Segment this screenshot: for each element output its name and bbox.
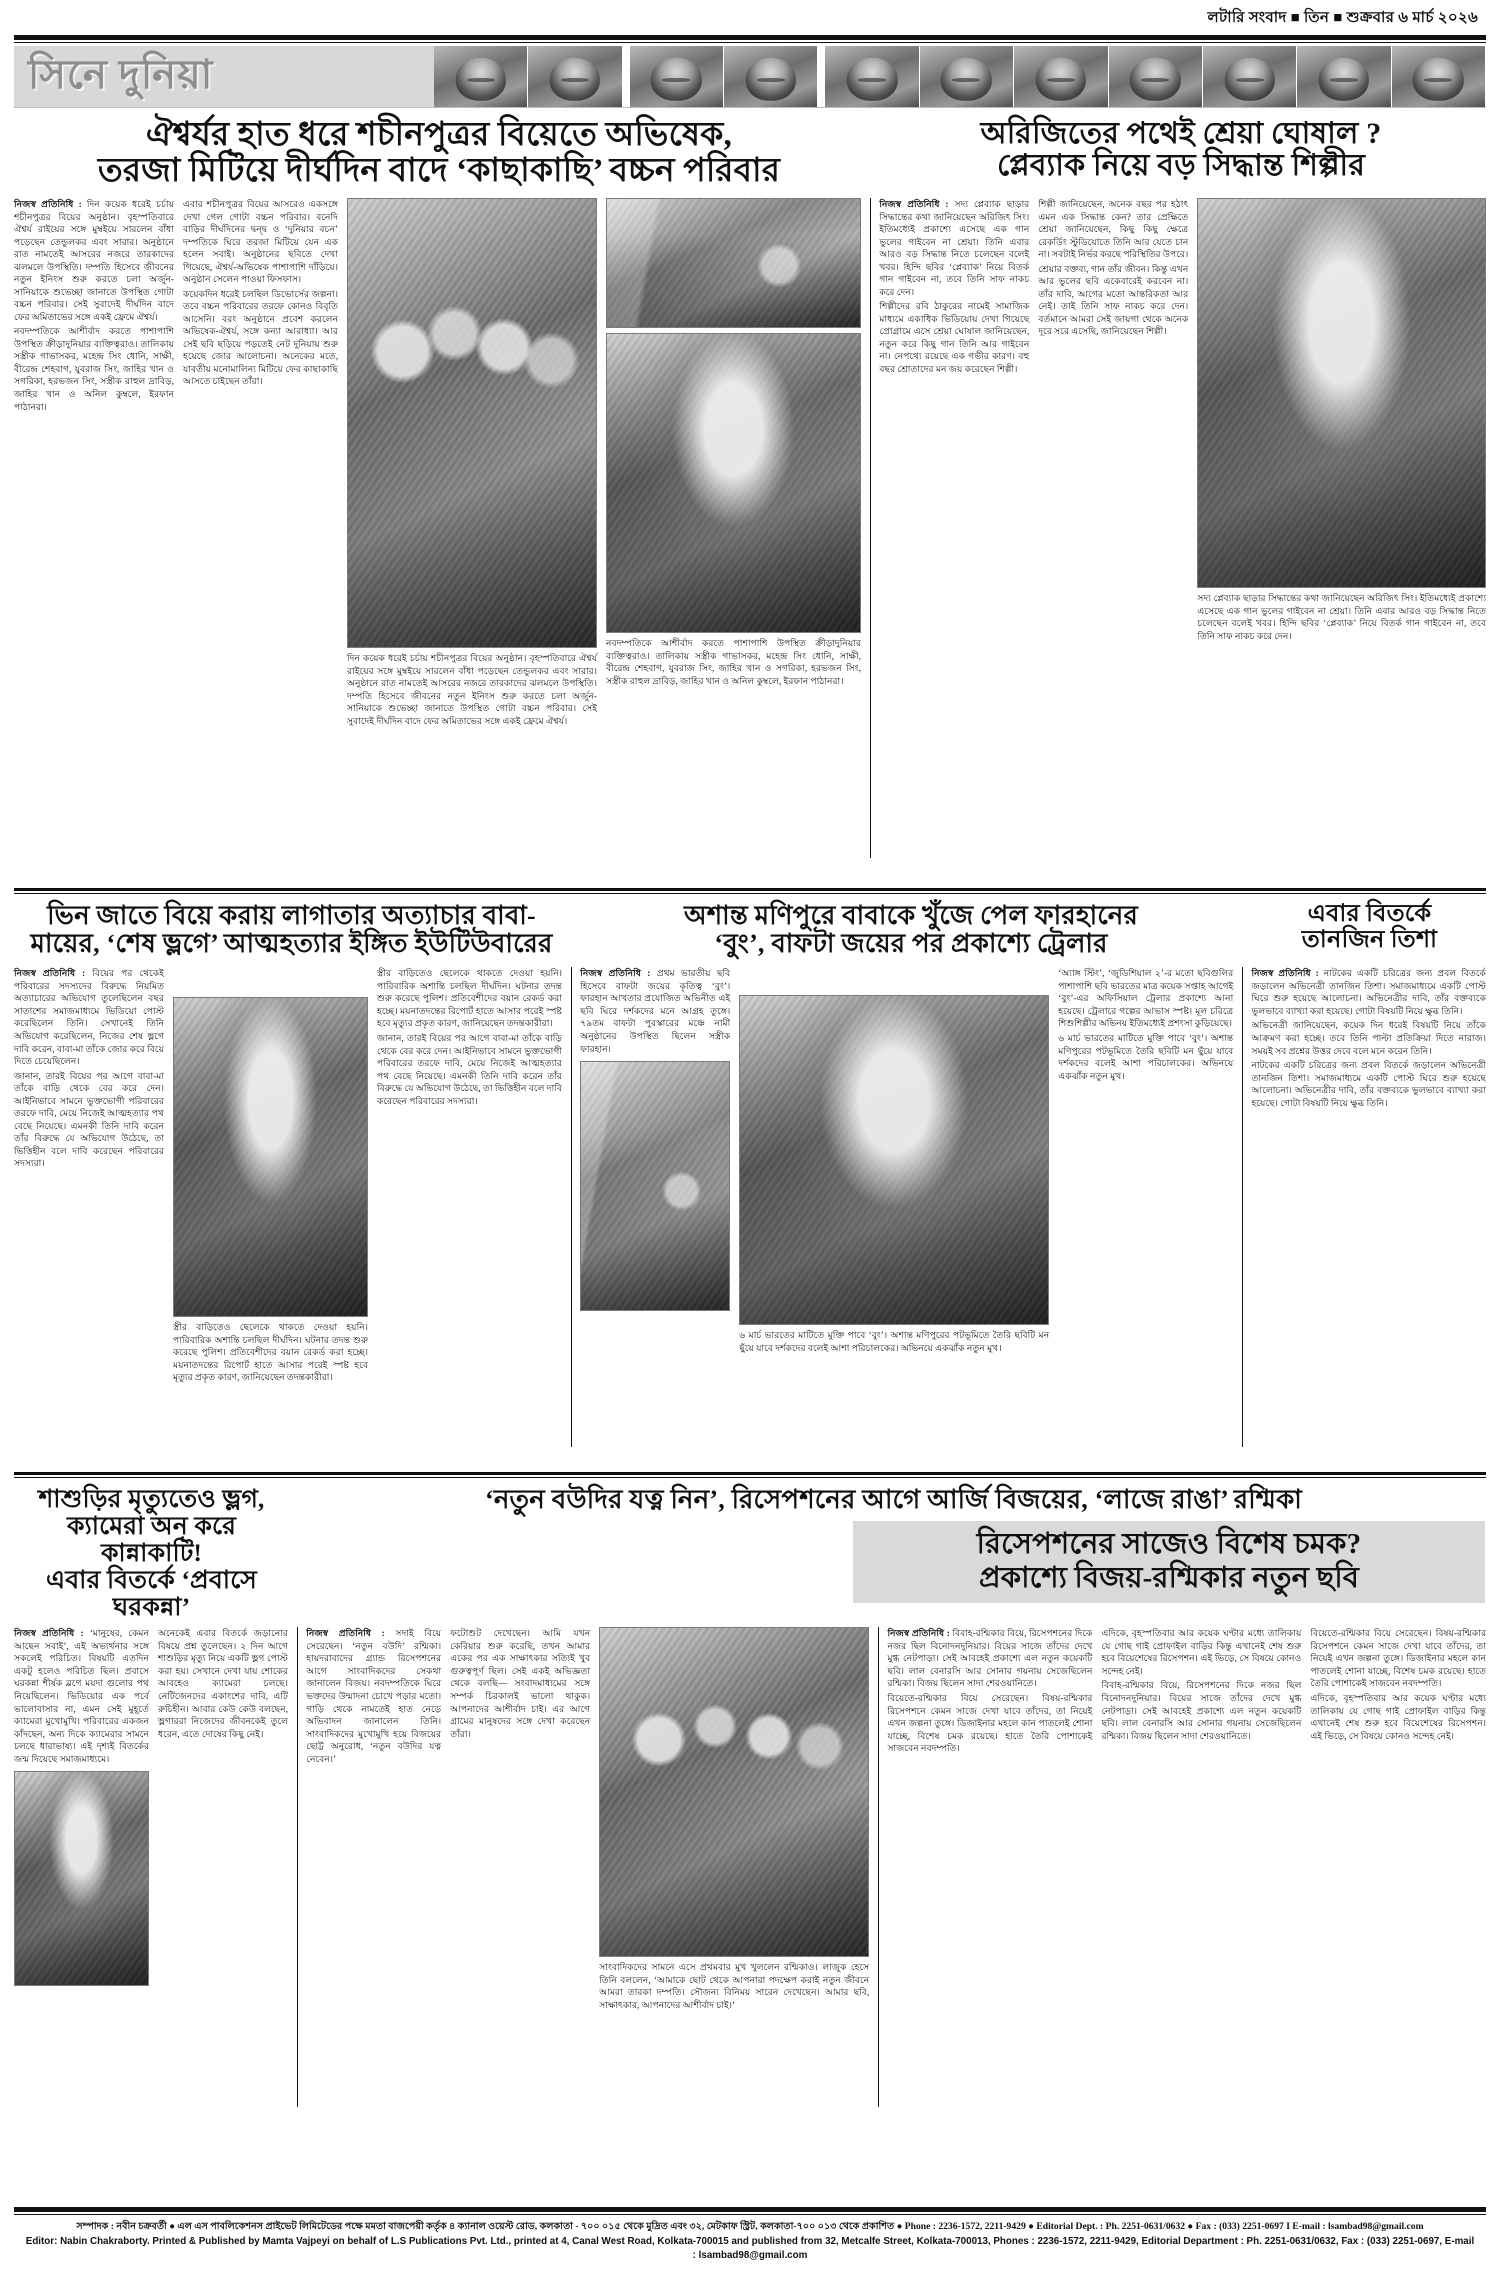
- photo-boong-field: [580, 1061, 730, 1311]
- mid-headline-row: [14, 902, 1486, 958]
- story-youtuber-photo-col: [173, 967, 368, 1386]
- headline-reception-shaded-line2: প্রকাশ্যে বিজয়-রশ্মিকার নতুন ছবি: [978, 1561, 1360, 1594]
- story-abhishek-photo-col-2: [606, 198, 861, 689]
- byline-shreya: নিজস্ব প্রতিনিধি :: [879, 199, 949, 210]
- celebrity-face-strip: [434, 46, 1486, 107]
- story-boong-col-1: [580, 967, 730, 1311]
- headline-youtuber-line1: ভিন জাতে বিয়ে করায় লাগাতার অত্যাচার বাবা-: [47, 901, 536, 931]
- story-vlog-text-1: ‘মানুষের, কেমন আছেন সবাই’, এই অভ্যর্থনার সঙ্গে সকলেই পরিচিত। বিষয়টি এতদিন একটু হলেও পরিচিত ছিল। প্রবাসে ঘরকন্না শীর্ষক ব্লগে ময়দা গুলোর পথ নিয়েছিলেন। ভিডিয়োর এক পর্বে ভালোবাসার না, এমন সেই মুহূর্তে ক্যামেরা মুখোমুখি। পরিবারের একজন কাঁদছেন, অন্য দিকে ক্যামেরার সামনে চলছে ধারাভাষ্য। এই দৃশ্যই বিতর্কের জন্ম দিয়েছে সমাজমাধ্যমে।: [14, 1628, 149, 1764]
- footer-rule-thick: [14, 2207, 1486, 2212]
- story-tisha-text-3: নাটকের একটি চরিত্রের জন্য প্রবল বিতর্কে জড়ালেন অভিনেত্রী তানজিন তিশা। সমাজমাধ্যমে একটি পোস্ট ঘিরে শুরু হয়েছে আলোচনা। অভিনেত্রীর দাবি, তাঁর বক্তব্যকে ভুলভাবে ব্যাখ্যা করা হয়েছে। গোটা বিষয়টি নিয়ে ক্ষুব্ধ তিনি।: [1251, 1060, 1486, 1108]
- story-reception-text-5: বিয়েতে-রশ্মিকার বিয়ে সেরেছেন। বিষয়-রশ্মিকার রিসেপশনে কেমন সাজে দেখা যাবে তাঁদের, তা নিয়েই এখন জল্পনা তুঙ্গে। ডিজাইনার মহলে কান পাতলেই শোনা যাচ্ছে, বিশেষ চমক রয়েছে। হাতে তৈরি পোশাকেই সাজবেন নবদম্পতি।: [1310, 1628, 1486, 1689]
- story-reception-text-3: এদিকে, বৃহস্পতিবার আর কয়েক ঘণ্টার মধ্যে তালিকায় যে গোছ গাই প্রোফাইল বাড়ির কিন্তু এখানেই শেষ শুরু হবে বিয়েশেষের রিসেপশন। এই ভিড়ে, সে বিষয়ে কোনও সন্দেহ নেই।: [1101, 1628, 1302, 1676]
- masthead-logo-text: সিনে দুনিয়া: [28, 52, 214, 97]
- top-rule-thick: [14, 35, 1486, 40]
- story-boong-text-3: ‘অ্যাঙ্গ স্টিং’, ‘জুডিশিয়াল ২’-র মতো ছবিগুলির পাশাপাশি ছবি ভারতের মাত্র কয়েক সপ্তাহ আগেই ‘বুং’-এর অফিসিয়াল ট্রেলার প্রকাশ্যে আনা হয়েছে। ট্রেলারে গল্পের আভাস স্পষ্ট। মূল চরিত্রে শিশুশিল্পীর অভিনয় ইতিমধ্যেই প্রশংসা কুড়িয়েছে।: [1058, 968, 1234, 1029]
- story-reception-col-1: [887, 1627, 1092, 1756]
- story-shreya-col-2: [1038, 198, 1188, 340]
- story-youtuber-col-1: [14, 967, 164, 1171]
- story-vijay-text-2: ফটোশুট দেখেছেন। আমি যখন কেরিয়ার শুরু করেছি, তখন আমার একের পর এক সাক্ষাৎকার সত্যিই খুব গুরুত্বপূর্ণ ছিল। সেই একই অভিজ্ঞতা থেকে বলছি— সংবাদমাধ্যমের সঙ্গে সম্পর্ক চিরকালই ভালো থাকুক। আপনাদের আশীর্বাদ চাই। এর আগে গ্রামের মানুষদের সঙ্গে দেখা করেছেন তাঁরা।: [450, 1628, 591, 1739]
- story-shreya-photo-col: [1197, 198, 1486, 644]
- story-vijay-text-3: সাংবাদিকদের সামনে এসে প্রথমবার মুখ খুললেন রশ্মিকাও। লাজুক হেসে তিনি বললেন, ‘আমাকে ছোট থেকে আপনারা পদক্ষেপ করাই নতুন জীবনে আমরা তারকা দম্পতি। সৌজন্য বিনিময় সারেন দেখেছেন। আমার ছবি, সাক্ষাৎকার, আপনাদের আশীর্বাদ চাই।’: [599, 1962, 870, 2010]
- celebrity-face-6: [920, 46, 1014, 107]
- headline-youtuber-line2: মায়ের, ‘শেষ ভ্লগে’ আত্মহত্যার ইঙ্গিত ইউটিউবারের: [30, 929, 553, 959]
- photo-vijay-rashmika: [599, 1627, 869, 1957]
- imprint-block: [14, 2215, 1486, 2266]
- celebrity-face-10: [1297, 46, 1391, 107]
- masthead-logo: [14, 46, 434, 107]
- headline-boong-manipur: [581, 902, 1241, 958]
- byline-youtuber: নিজস্ব প্রতিনিধি :: [14, 968, 86, 979]
- story-shreya-col-1: [879, 198, 1029, 377]
- story-reception-text-1: বিবাহ-রশ্মিকার বিয়ে, রিসেপশনের দিকে নজর ছিল বিনোদনদুনিয়ার। বিয়ের সাজে তাঁদের দেখে মুগ্ধ নেটপাড়া। সেই আবহেই প্রকাশ্যে এল নতুন কয়েকটি ছবি। লাল বেনারসি আর সোনার গয়নায় সেজেছিলেন রশ্মিকা। বিজয় ছিলেন সাদা শেরওয়ানিতে।: [887, 1628, 1093, 1689]
- story-abhishek-text-2: নবদম্পতিকে আশীর্বাদ করতে পাশাপাশি উপস্থিত ক্রীড়াদুনিয়ার ব্যক্তিত্বরাও। তালিকায় সস্ত্রীক গাভাসকর, মহেন্দ্র সিং ধোনি, সাক্ষী, বীরেন্দ্র শেহবাগ, যুবরাজ সিং, জাহির খান ও সগরিকা, হরভজন সিং, সস্ত্রীক রাহুল দ্রাবিড়, জাহির খান ও অনিল কুম্বলে, ইরফান পাঠানরা।: [14, 326, 174, 412]
- strip-gap-2: [818, 46, 825, 107]
- top-headline-row: [14, 118, 1486, 189]
- story-vlog-col-1: [14, 1627, 149, 1986]
- headline-youtuber: [14, 902, 569, 958]
- story-shreya-text-1: সদ্য প্লেব্যাক ছাড়ার সিদ্ধান্তের কথা জানিয়েছেন অরিজিৎ সিং। ইতিমধ্যেই প্রকাশ্যে এসেছে এক গান ভুলের গাইবেন না শ্রেয়া। তিনি এবার আরও বড় সিদ্ধান্ত নিতে চলেছেন বলেই খবর। হিন্দি ছবির ‘প্লেব্যাক’ নিয়ে বিতর্ক গান গাইবেন না, তবে তিনি সাফ নাকচ করে দেন।: [879, 199, 1030, 297]
- story-abhishek-text-4: কয়েকদিন ধরেই চলছিল ডিভোর্সের জল্পনা। তবে বচ্চন পরিবারের তরফে কোনও বিবৃতি আসেনি। বরং অনুষ্ঠানে প্রবেশ করলেন অভিষেক-ঐশ্বর্য, সঙ্গে কন্যা আরাধ্যা। আর সেই ছবি ছড়িয়ে পড়তেই নেট দুনিয়ায় শুরু হয়েছে জোর আলোচনা। অনেকের মতে, যাবতীয় মনোমালিন্য মিটিয়ে ফের কাছাকাছি আসতে চাইছেন তাঁরা।: [183, 288, 338, 387]
- byline-tisha: নিজস্ব প্রতিনিধি :: [1251, 968, 1319, 979]
- story-abhishek-text-5: দিন কয়েক ধরেই চর্চায় শচীনপুত্রর বিয়ের অনুষ্ঠান। বৃহস্পতিবারে ঐশ্বর্য রাইয়ের সঙ্গে মুম্বইয়ে সারলেন বাঁধা পড়েছেন তেন্ডুলকর এবং সারার। অনুষ্ঠানে রাত নামতেই আসরের নজরে তারকাদের ঝলমলে উপস্থিতি। দম্পতি হিসেবে জীবনের নতুন ইনিংস শুরু করতে চলা অর্জুন-সানিয়াকে শুভেচ্ছা জানাতে উপস্থিত গোটা বচ্চন পরিবার। সেই সুবাদেই দীর্ঘদিন বাদে ফের অমিতাভের সঙ্গে একই ফ্রেমে ঐশ্বর্য।: [347, 653, 597, 726]
- footer: [14, 2207, 1486, 2266]
- celebrity-face-2: [528, 46, 622, 107]
- headline-tanjin-tisha-line2: তানজিন তিশা: [1301, 927, 1438, 954]
- section-rule-1-thin: [14, 893, 1486, 894]
- story-youtuber-text-3: স্ত্রীর বাড়িতেও ছেলেকে থাকতে দেওয়া হয়নি। পারিবারিক অশান্তি চলছিল দীর্ঘদিন। ঘটনার তদন্ত শুরু করেছে পুলিশ। প্রতিবেশীদের বয়ান রেকর্ড করা হচ্ছে। ময়নাতদন্তের রিপোর্ট হাতে আসার পরেই স্পষ্ট হবে মৃত্যুর প্রকৃত কারণ, জানিয়েছেন তদন্তকারীরা।: [173, 1322, 368, 1383]
- story-tisha-col-1: [1252, 967, 1486, 1111]
- story-shreya-text-2: শিল্পীদের রবি ঠাকুরের নামেই সামাজিক মাধ্যমে একাধিক ভিডিয়োয় দেখা গিয়েছে প্রোগ্রামে এসে শ্রেয়া ঘোষাল জানিয়েছেন, নতুন করে কিছু গান তিনি আর গাইবেন না। নেপথ্যে রয়েছে এক গভীর কারণ। বহু বছর শ্রোতাদের মন জয় করেছেন শিল্পী।: [879, 301, 1030, 374]
- imprint-bengali: সম্পাদক : নবীন চক্রবর্তী ● এল এস পাবলিকেশনস প্রাইভেট লিমিটেডের পক্ষে মমতা বাজপেয়ী কর্তৃক ৪ ক্যানাল ওয়েস্ট রোড, কলকাতা - ৭০০ ০১৫ থেকে মুদ্রিত এবং ৩২, মেটকাফ স্ট্রিট, কলকাতা-৭০০ ০১৩ থেকে প্রকাশিত ● Phone : 2236-1572, 2211-9429 ● Editorial Dept. : Ph. 2251-0631/0632 ● Fax : (033) 2251-0697 I E-mail : lsambad98@gmail.com: [76, 2221, 1424, 2233]
- headline-boong-manipur-line2: ‘বুং’, বাফটা জয়ের পর প্রকাশ্যে ট্রেলার: [714, 929, 1108, 959]
- story-reception-col-2: [1101, 1627, 1301, 1744]
- headline-vijay-rashmika-text: ‘নতুন বউদির যত্ন নিন’, রিসেপশনের আগে আর্জি বিজয়ের, ‘লাজে রাঙা’ রশ্মিকা: [484, 1485, 1303, 1515]
- byline-vijay: নিজস্ব প্রতিনিধি :: [306, 1628, 385, 1639]
- story-boong-text-1: প্রথম ভারতীয় ছবি হিসেবে বাফটা জয়ের কৃতিত্ব ‘বুং’। ফারহান আখতার প্রযোজিত অভিনীত এই ছবি ঘিরে দর্শকদের মনে আগ্রহ তুঙ্গে। ৭৯তম বাফটা পুরস্কারের মঞ্চে নামী অনুষ্ঠানের উপস্থিত ছিলেন সস্ত্রীক ফারহান।: [580, 968, 731, 1054]
- story-reception-col-3: [1310, 1627, 1486, 1744]
- section-rule-1: [14, 888, 1486, 891]
- celebrity-face-3: [630, 46, 724, 107]
- headline-mother-in-law-vlog-line3: এবার বিতর্কে ‘প্রবাসে ঘরকন্না’: [46, 1567, 257, 1622]
- story-vijay-text-1: সদাই বিয়ে সেরেছেন। ‘নতুন বউদি’ রশ্মিকা। হায়দরাবাদের গ্র্যান্ড রিসেপশনের আগে সাংবাদিকদের সেকথা জানালেন বিজয়। নবদম্পতিকে ঘিরে ভক্তদের উন্মাদনা চোখে পড়ার মতো। গাড়ি থেকে নামতেই হাত নেড়ে অভিবাদন জানালেন তিনি। সাংবাদিকদের মুখোমুখি হয়ে বিজয়ের ছোট্ট অনুরোধ, ‘নতুন বউদির যত্ন নেবেন।’: [306, 1628, 442, 1764]
- photo-bachchan-family: [347, 198, 597, 648]
- celebrity-face-5: [825, 46, 919, 107]
- headline-abhishek-sachin-line1: ঐশ্বর্যর হাত ধরে শচীনপুত্রর বিয়েতে অভিষেক,: [146, 117, 732, 153]
- photo-youtuber: [173, 997, 368, 1317]
- story-youtuber-col-3: [377, 967, 562, 1109]
- story-reception-text-6: এদিকে, বৃহস্পতিবার আর কয়েক ঘণ্টার মধ্যে তালিকায় যে গোছ গাই প্রোফাইল বাড়ির কিন্তু এখানেই শেষ শুরু হবে বিয়েশেষের রিসেপশন। এই ভিড়ে, সে বিষয়ে কোনও সন্দেহ নেই।: [1310, 1692, 1486, 1741]
- story-abhishek-text-1: দিন কয়েক ধরেই চর্চায় শচীনপুত্রর বিয়ের অনুষ্ঠান। বৃহস্পতিবারে ঐশ্বর্য রাইয়ের সঙ্গে মুম্বইয়ে সারলেন বাঁধা পড়েছেন তেন্ডুলকর এবং সারার। অনুষ্ঠানে রাত নামতেই আসরের নজরে তারকাদের ঝলমলে উপস্থিতি। দম্পতি হিসেবে জীবনের নতুন ইনিংস শুরু করতে চলা অর্জুন-সানিয়াকে শুভেচ্ছা জানাতে উপস্থিত গোটা বচ্চন পরিবার। সেই সুবাদেই দীর্ঘদিন বাদে ফের অমিতাভের সঙ্গে একই ফ্রেমে ঐশ্বর্য।: [14, 199, 174, 322]
- story-boong-text-2: ৬ মার্চ ভারতের মাটিতে মুক্তি পাবে ‘বুং’। অশান্ত মণিপুরের পটভূমিতে তৈরি ছবিটি মন ছুঁয়ে যাবে দর্শকদের বলেই আশা পরিচালকের। অভিনয়ে একঝাঁক নতুন মুখ।: [739, 1330, 1050, 1353]
- dateline: লটারি সংবাদ ■ তিন ■ শুক্রবার ৬ মার্চ ২০২৬: [1207, 10, 1478, 26]
- story-shreya-text-3: শিল্পী জানিয়েছেন, অনেক বছর পর হঠাৎ এমন এক সিদ্ধান্ত কেন? তার প্রেক্ষিতে শ্রেয়া জানিয়েছেন, কিছু কিছু ক্ষেত্রে রেকর্ডিং স্টুডিয়োতে তিনি আর যেতে চান না। সবটাই নির্ভর করছে পরিস্থিতির উপরে।: [1038, 199, 1189, 260]
- story-boong-col-3: [1058, 967, 1233, 1084]
- photo-wedding-guests: [606, 198, 861, 328]
- story-abhishek-text-6: নবদম্পতিকে আশীর্বাদ করতে পাশাপাশি উপস্থিত ক্রীড়াদুনিয়ার ব্যক্তিত্বরাও। তালিকায় সস্ত্রীক গাভাসকর, মহেন্দ্র সিং ধোনি, সাক্ষী, বীরেন্দ্র শেহবাগ, যুবরাজ সিং, জাহির খান ও সগরিকা, হরভজন সিং, সস্ত্রীক রাহুল দ্রাবিড়, জাহির খান ও অনিল কুম্বলে, ইরফান পাঠানরা।: [606, 638, 861, 686]
- story-reception-text-2: বিয়েতে-রশ্মিকার বিয়ে সেরেছেন। বিষয়-রশ্মিকার রিসেপশনে কেমন সাজে দেখা যাবে তাঁদের, তা নিয়েই এখন জল্পনা তুঙ্গে। ডিজাইনার মহলে কান পাতলেই শোনা যাচ্ছে, বিশেষ চমক রয়েছে। হাতে তৈরি পোশাকেই সাজবেন নবদম্পতি।: [887, 1692, 1093, 1754]
- byline-vlog: নিজস্ব প্রতিনিধি :: [14, 1628, 84, 1639]
- byline-abhishek: নিজস্ব প্রতিনিধি :: [14, 199, 82, 210]
- celebrity-face-4: [724, 46, 818, 107]
- story-vlog-text-2: অনেকেই এবার বিতর্কে জড়ানোর বিষয়ে প্রশ্ন তুলেছেন। ২ দিন আগে শাশুড়ির মৃত্যু নিয়ে একটি ভ্লগ পোস্ট করা হয়। সেখানে দেখা যায় শোকের আবহেও ক্যামেরা চলছে। নেটিজেনদের একাংশের দাবি, এটি রুচিহীন। আবার কেউ কেউ বলছেন, ভ্লগাররা নিজেদের জীবনকেই তুলে ধরেন, এতে দোষের কিছু নেই।: [158, 1628, 288, 1739]
- headline-reception-shaded-line1: রিসেপশনের সাজেও বিশেষ চমক?: [976, 1528, 1362, 1561]
- headline-mother-in-law-vlog-line2: ক্যামেরা অন করে কান্নাকাটি!: [66, 1513, 237, 1568]
- bottom-headline-row: [14, 1486, 1486, 1621]
- story-abhishek-col-1: [14, 198, 174, 415]
- story-shreya-text-5: সদ্য প্লেব্যাক ছাড়ার সিদ্ধান্তের কথা জানিয়েছেন অরিজিৎ সিং। ইতিমধ্যেই প্রকাশ্যে এসেছে এক গান ভুলের গাইবেন না শ্রেয়া। তিনি এবার আরও বড় সিদ্ধান্ত নিতে চলেছেন বলেই খবর। হিন্দি ছবির ‘প্লেব্যাক’ নিয়ে বিতর্ক গান গাইবেন না, তবে তিনি সাফ নাকচ করে দেন।: [1197, 593, 1486, 641]
- story-boong-photo-col: [739, 967, 1049, 1356]
- byline-reception: নিজস্ব প্রতিনিধি :: [887, 1628, 950, 1639]
- headline-tanjin-tisha: [1253, 902, 1486, 958]
- story-youtuber-text-2: জানান, তারই বিয়ের পর আগে বাবা-মা তাঁকে বাড়ি থেকে বের করে দেন। আইনিভাবে সামনে ভুক্তভোগী পরিবারের তরফে দাবি, মেয়ে নিজেই আত্মহত্যার পথ বেছে নিয়েছে। এমনকী তিনি দাবি করেন তাঁর বিরুদ্ধে যে অভিযোগ উঠেছে, তা ভিত্তিহীন বলে দাবি করেছেন পরিবারের সদস্যরা।: [14, 1070, 164, 1169]
- headline-shreya-ghoshal-line1: অরিজিতের পথেই শ্রেয়া ঘোষাল ?: [980, 117, 1382, 150]
- celebrity-face-7: [1014, 46, 1108, 107]
- mid-section-columns: [14, 967, 1486, 1462]
- story-vijay-col-2: [450, 1627, 590, 1742]
- headline-shreya-ghoshal-line2: প্লেব্যাক নিয়ে বড় সিদ্ধান্ত শিল্পীর: [996, 149, 1366, 183]
- byline-boong: নিজস্ব প্রতিনিধি :: [580, 968, 651, 979]
- story-abhishek-photo-col: [347, 198, 597, 729]
- section-rule-2-thin: [14, 1477, 1486, 1478]
- imprint-english: Editor: Nabin Chakraborty. Printed & Published by Mamta Vajpeyi on behalf of L.S Publications Pvt. Ltd., printed at 4, Canal West Road, Kolkata-700015 and published from 32, Metcalfe Street, Kolkata-700013, Phones : 2236-1572, 2211-9429, Editorial Department : Ph. 2251-0631/0632, Fax : (033) 2251-0697, E-mail : lsambad98@gmail.com: [25, 2235, 1475, 2262]
- story-vijay-photo-col: [599, 1627, 869, 2013]
- celebrity-face-9: [1203, 46, 1297, 107]
- story-tisha-text-2: অভিনেত্রী জানিয়েছেন, কয়েক দিন ধরেই বিষয়টি নিয়ে তাঁকে আক্রমণ করা হচ্ছে। তবে তিনি পাল্টা প্রতিক্রিয়া দিতে নারাজ। সময়ই সব প্রশ্নের উত্তর দেবে বলে মনে করেন তিনি।: [1251, 1020, 1486, 1056]
- headline-vijay-rashmika: [301, 1486, 1486, 1603]
- top-section-columns: [14, 198, 1486, 878]
- story-tisha-text-1: নাটকের একটি চরিত্রের জন্য প্রবল বিতর্কে জড়ালেন অভিনেত্রী তানজিন তিশা। সমাজমাধ্যমে একটি পোস্ট ঘিরে শুরু হয়েছে আলোচনা। অভিনেত্রীর দাবি, তাঁর বক্তব্যকে ভুলভাবে ব্যাখ্যা করা হয়েছে। গোটা বিষয়টি নিয়ে ক্ষুব্ধ তিনি।: [1251, 968, 1486, 1016]
- celebrity-face-8: [1109, 46, 1203, 107]
- story-boong-text-4: ৬ মার্চ ভারতের মাটিতে মুক্তি পাবে ‘বুং’। অশান্ত মণিপুরের পটভূমিতে তৈরি ছবিটি মন ছুঁয়ে যাবে দর্শকদের বলেই আশা পরিচালকের। অভিনয়ে একঝাঁক নতুন মুখ।: [1058, 1032, 1234, 1081]
- top-rule-thin: [14, 42, 1486, 43]
- headline-reception-shaded: [853, 1521, 1485, 1603]
- photo-aishwarya-abhishek: [606, 333, 861, 633]
- headline-mother-in-law-vlog-line1: শাশুড়ির মৃত্যুতেও ভ্লগ,: [38, 1486, 265, 1514]
- story-youtuber-text-1: বিয়ের পর থেকেই পরিবারের সদস্যদের বিরুদ্ধে নিয়মিত অত্যাচারের অভিযোগ তুলেছিলেন বছর সাতাশের সমাজমাধ্যমে ভিডিয়ো পোস্ট করেছিলেন তিনি। সেখানেই তিনি অভিযোগ করেছিলেন, নিজের শেষ ভ্লগে দাবি করেন, বাবা-মা তাঁকে জোর করে বিয়ে দিতে চেয়েছিলেন।: [14, 968, 164, 1067]
- photo-boong-boy: [739, 995, 1049, 1325]
- strip-gap-1: [623, 46, 630, 107]
- story-vijay-col-1: [306, 1627, 441, 1767]
- story-youtuber-text-4: স্ত্রীর বাড়িতেও ছেলেকে থাকতে দেওয়া হয়নি। পারিবারিক অশান্তি চলছিল দীর্ঘদিন। ঘটনার তদন্ত শুরু করেছে পুলিশ। প্রতিবেশীদের বয়ান রেকর্ড করা হচ্ছে। ময়নাতদন্তের রিপোর্ট হাতে আসার পরেই স্পষ্ট হবে মৃত্যুর প্রকৃত কারণ, জানিয়েছেন তদন্তকারীরা।: [377, 968, 562, 1029]
- story-youtuber-text-5: জানান, তারই বিয়ের পর আগে বাবা-মা তাঁকে বাড়ি থেকে বের করে দেন। আইনিভাবে সামনে ভুক্তভোগী পরিবারের তরফে দাবি, মেয়ে নিজেই আত্মহত্যার পথ বেছে নিয়েছে। এমনকী তিনি দাবি করেন তাঁর বিরুদ্ধে যে অভিযোগ উঠেছে, তা ভিত্তিহীন বলে দাবি করেছেন পরিবারের সদস্যরা।: [377, 1032, 562, 1106]
- story-shreya-text-4: শ্রেয়ার বক্তব্য, গান তাঁর জীবন। কিন্তু এখন আর ভুলের ছবি একেবারেই করবেন না। তাঁর দাবি, আগের মতো আন্তরিকতা আর নেই। তাই তিনি সাফ নাকচ করে দেন। বর্তমানে আমরা সেই জায়গা থেকে অনেক দূরে সরে এসেছি, জানিয়েছেন শিল্পী।: [1038, 263, 1189, 337]
- celebrity-face-1: [434, 46, 528, 107]
- photo-vlogger-woman: [14, 1771, 149, 1986]
- headline-tanjin-tisha-line1: এবার বিতর্কে: [1307, 901, 1432, 928]
- headline-abhishek-sachin: [14, 118, 864, 189]
- headline-boong-manipur-line1: অশান্ত মণিপুরে বাবাকে খুঁজে পেল ফারহানের: [684, 901, 1138, 931]
- story-vlog-col-2: [158, 1627, 288, 1742]
- headline-shreya-ghoshal: [876, 118, 1486, 189]
- story-abhishek-col-2: [183, 198, 338, 390]
- masthead-banner: [14, 46, 1486, 108]
- story-reception-text-4: বিবাহ-রশ্মিকার বিয়ে, রিসেপশনের দিকে নজর ছিল বিনোদনদুনিয়ার। বিয়ের সাজে তাঁদের দেখে মুগ্ধ নেটপাড়া। সেই আবহেই প্রকাশ্যে এল নতুন কয়েকটি ছবি। লাল বেনারসি আর সোনার গয়নায় সেজেছিলেন রশ্মিকা। বিজয় ছিলেন সাদা শেরওয়ানিতে।: [1101, 1680, 1302, 1741]
- headline-abhishek-sachin-line2: তরজা মিটিয়ে দীর্ঘদিন বাদে ‘কাছাকাছি’ বচ্চন পরিবার: [97, 152, 781, 189]
- celebrity-face-11: [1392, 46, 1486, 107]
- section-rule-2: [14, 1472, 1486, 1475]
- story-abhishek-text-3: এবার শচীনপুত্রর বিয়ের আসরেও একসঙ্গে দেখা গেল গোটা বচ্চন পরিবার। বনেদি বাড়ির দীর্ঘদিনের দ্বন্দ্ব ও ‘দুনিয়ার বচন’ দম্পতিকে ঘিরে তরজা মিটিয়ে যেন এক হলেন সবাই। অনুষ্ঠানের ছবিতে দেখা গিয়েছে, ঐশ্বর্য-অভিষেক পাশাপাশি দাঁড়িয়ে। অনুষ্ঠান সেলেন পাওয়া ফিসফাস।: [183, 199, 338, 285]
- headline-mother-in-law-vlog: [14, 1486, 289, 1621]
- photo-shreya-ghoshal: [1197, 198, 1486, 588]
- bottom-section-columns: [14, 1627, 1486, 2122]
